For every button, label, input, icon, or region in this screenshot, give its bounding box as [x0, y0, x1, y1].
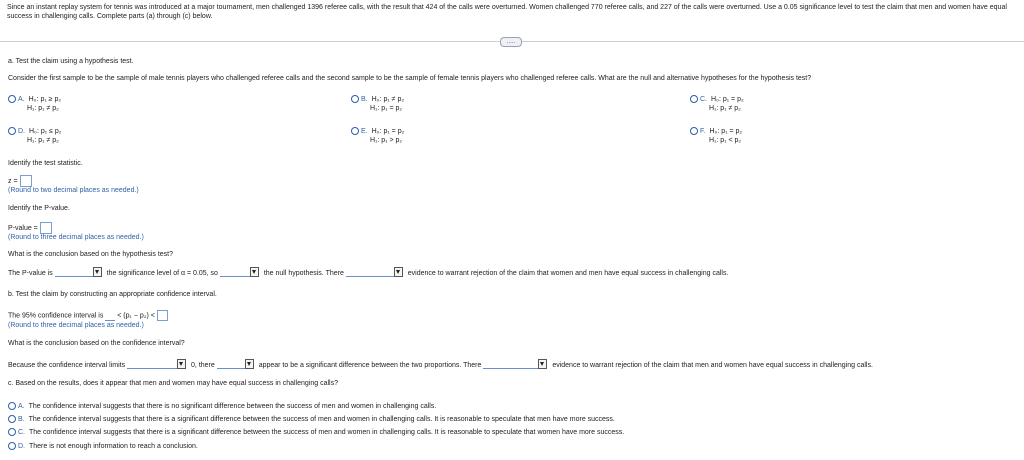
- option-letter: D.: [18, 128, 25, 135]
- ci-rounding-note: (Round to three decimal places as needed.): [8, 322, 144, 329]
- null-hypothesis: H₀: p₁ ≠ p₂: [371, 96, 405, 103]
- ci-conclusion-text-3: appear to be a significant difference between the two proportions. There: [258, 362, 482, 369]
- conclusion-option-a[interactable]: [8, 402, 436, 411]
- reject-decision-dropdown[interactable]: [220, 267, 250, 277]
- conclusion-option-c[interactable]: [8, 428, 624, 437]
- conclusion-text-3: the null hypothesis. There: [263, 270, 344, 277]
- alternative-hypothesis: H₁: p₁ ≠ p₂: [27, 137, 59, 144]
- test-statistic-label: Identify the test statistic.: [8, 160, 83, 167]
- hypothesis-option-f[interactable]: [690, 127, 742, 145]
- null-hypothesis: H₀: p₁ = p₂: [709, 128, 743, 135]
- option-letter: B.: [18, 416, 25, 423]
- hypothesis-option-c[interactable]: [690, 95, 744, 113]
- part-c-label: c. Based on the results, does it appear that men and women may have equal success in challenging calls?: [8, 380, 338, 387]
- z-label: z =: [8, 177, 18, 185]
- conclusion-question-a: What is the conclusion based on the hypothesis test?: [8, 251, 173, 258]
- pvalue-comparison-dropdown[interactable]: [55, 267, 93, 277]
- does-appear-dropdown[interactable]: [217, 359, 245, 369]
- alternative-hypothesis: H₁: p₁ = p₂: [370, 105, 403, 112]
- conclusion-sentence-a: [8, 267, 728, 277]
- evidence-dropdown-a[interactable]: [346, 267, 394, 277]
- option-text: There is not enough information to reach a conclusion.: [29, 443, 198, 450]
- z-row: [8, 175, 32, 187]
- conclusion-text-2: the significance level of α = 0.05, so: [106, 270, 218, 277]
- radio-button[interactable]: [690, 95, 698, 103]
- ci-middle: < (p₁ − p₂) <: [117, 312, 155, 320]
- option-letter: C.: [18, 429, 25, 436]
- option-text: The confidence interval suggests that there is a significant difference between the success of men and women in challenging calls. It is reasonable to speculate that women have more success.: [29, 429, 625, 436]
- conclusion-text-4: evidence to warrant rejection of the claim that women and men have equal success in challenging calls.: [407, 270, 729, 277]
- hypothesis-option-a[interactable]: [8, 95, 61, 113]
- conclusion-text-1: The P-value is: [8, 270, 53, 277]
- ci-conclusion-text-4: evidence to warrant rejection of the claim that men and women have equal success in challenging calls.: [552, 362, 873, 369]
- radio-button[interactable]: [8, 95, 16, 103]
- ci-upper-input[interactable]: [157, 310, 168, 321]
- radio-button[interactable]: [8, 402, 16, 410]
- chevron-down-icon[interactable]: [177, 359, 186, 369]
- radio-button[interactable]: [351, 95, 359, 103]
- pvalue-row: [8, 222, 52, 234]
- ci-limits-dropdown[interactable]: [127, 359, 177, 369]
- chevron-down-icon[interactable]: [93, 267, 102, 277]
- pvalue-label: Identify the P-value.: [8, 205, 70, 212]
- radio-button[interactable]: [8, 442, 16, 450]
- alternative-hypothesis: H₁: p₁ > p₂: [370, 137, 403, 144]
- conclusion-option-b[interactable]: [8, 415, 615, 424]
- alternative-hypothesis: H₁: p₁ ≠ p₂: [27, 105, 59, 112]
- conclusion-option-d[interactable]: [8, 442, 198, 451]
- option-letter: B.: [361, 96, 368, 103]
- chevron-down-icon[interactable]: [250, 267, 259, 277]
- ci-prefix: The 95% confidence interval is: [8, 312, 104, 320]
- option-text: The confidence interval suggests that there is a significant difference between the success of men and women in challenging calls. It is reasonable to speculate that men have more success.: [28, 416, 615, 423]
- option-letter: A.: [18, 403, 25, 410]
- expand-more-button[interactable]: .....: [500, 37, 522, 47]
- pvalue-input[interactable]: [40, 222, 52, 234]
- hypothesis-option-d[interactable]: [8, 127, 61, 145]
- pvalue-prefix: P-value =: [8, 224, 38, 232]
- null-hypothesis: H₀: p₁ ≥ p₂: [28, 96, 62, 103]
- conclusion-question-b: What is the conclusion based on the confidence interval?: [8, 340, 185, 347]
- evidence-dropdown-b[interactable]: [483, 359, 538, 369]
- z-rounding-note: (Round to two decimal places as needed.): [8, 187, 139, 194]
- ci-conclusion-text-2: 0, there: [191, 362, 215, 369]
- problem-statement: [7, 3, 1019, 21]
- pvalue-rounding-note: (Round to three decimal places as needed.): [8, 234, 144, 241]
- conclusion-sentence-b: [8, 359, 873, 369]
- null-hypothesis: H₀: p₁ = p₂: [371, 128, 405, 135]
- option-text: The confidence interval suggests that there is no significant difference between the success of men and women in challenging calls.: [28, 403, 437, 410]
- hypothesis-option-b[interactable]: [351, 95, 404, 113]
- alternative-hypothesis: H₁: p₁ ≠ p₂: [709, 105, 741, 112]
- null-hypothesis: H₀: p₁ = p₂: [711, 96, 744, 103]
- confidence-interval-row: [8, 310, 168, 321]
- radio-button[interactable]: [8, 415, 16, 423]
- ci-lower-input[interactable]: [105, 312, 115, 321]
- ci-conclusion-text-1: Because the confidence interval limits: [8, 362, 126, 369]
- part-b-label: b. Test the claim by constructing an appropriate confidence interval.: [8, 291, 217, 298]
- null-hypothesis: H₀: p₁ ≤ p₂: [29, 128, 62, 135]
- radio-button[interactable]: [8, 428, 16, 436]
- problem-text-line2: women have equal success in challenging calls. Complete parts (a) through (c) below.: [7, 4, 1007, 20]
- hypothesis-question: Consider the first sample to be the sample of male tennis players who challenged referee calls and the second sample to be the sample of female tennis players who challenged referee calls. What are the null and alternative hypotheses for the hypothesis test?: [8, 75, 812, 82]
- z-input[interactable]: [20, 175, 32, 187]
- chevron-down-icon[interactable]: [245, 359, 254, 369]
- option-letter: F.: [700, 128, 706, 135]
- alternative-hypothesis: H₁: p₁ < p₂: [709, 137, 742, 144]
- hypothesis-option-e[interactable]: [351, 127, 404, 145]
- radio-button[interactable]: [351, 127, 359, 135]
- option-letter: E.: [361, 128, 368, 135]
- radio-button[interactable]: [690, 127, 698, 135]
- radio-button[interactable]: [8, 127, 16, 135]
- option-letter: C.: [700, 96, 707, 103]
- option-letter: A.: [18, 96, 25, 103]
- chevron-down-icon[interactable]: [394, 267, 403, 277]
- problem-text-line1: Since an instant replay system for tennis was introduced at a major tournament, men challenged 1396 referee calls, with the result that 424 of the calls were overturned. Women challenged 770 referee calls, and 227 of the calls were overturned. Use a 0.05 significance level to test the claim that men and: [7, 4, 947, 11]
- chevron-down-icon[interactable]: [538, 359, 547, 369]
- option-letter: D.: [18, 443, 25, 450]
- part-a-label: a. Test the claim using a hypothesis test.: [8, 58, 134, 65]
